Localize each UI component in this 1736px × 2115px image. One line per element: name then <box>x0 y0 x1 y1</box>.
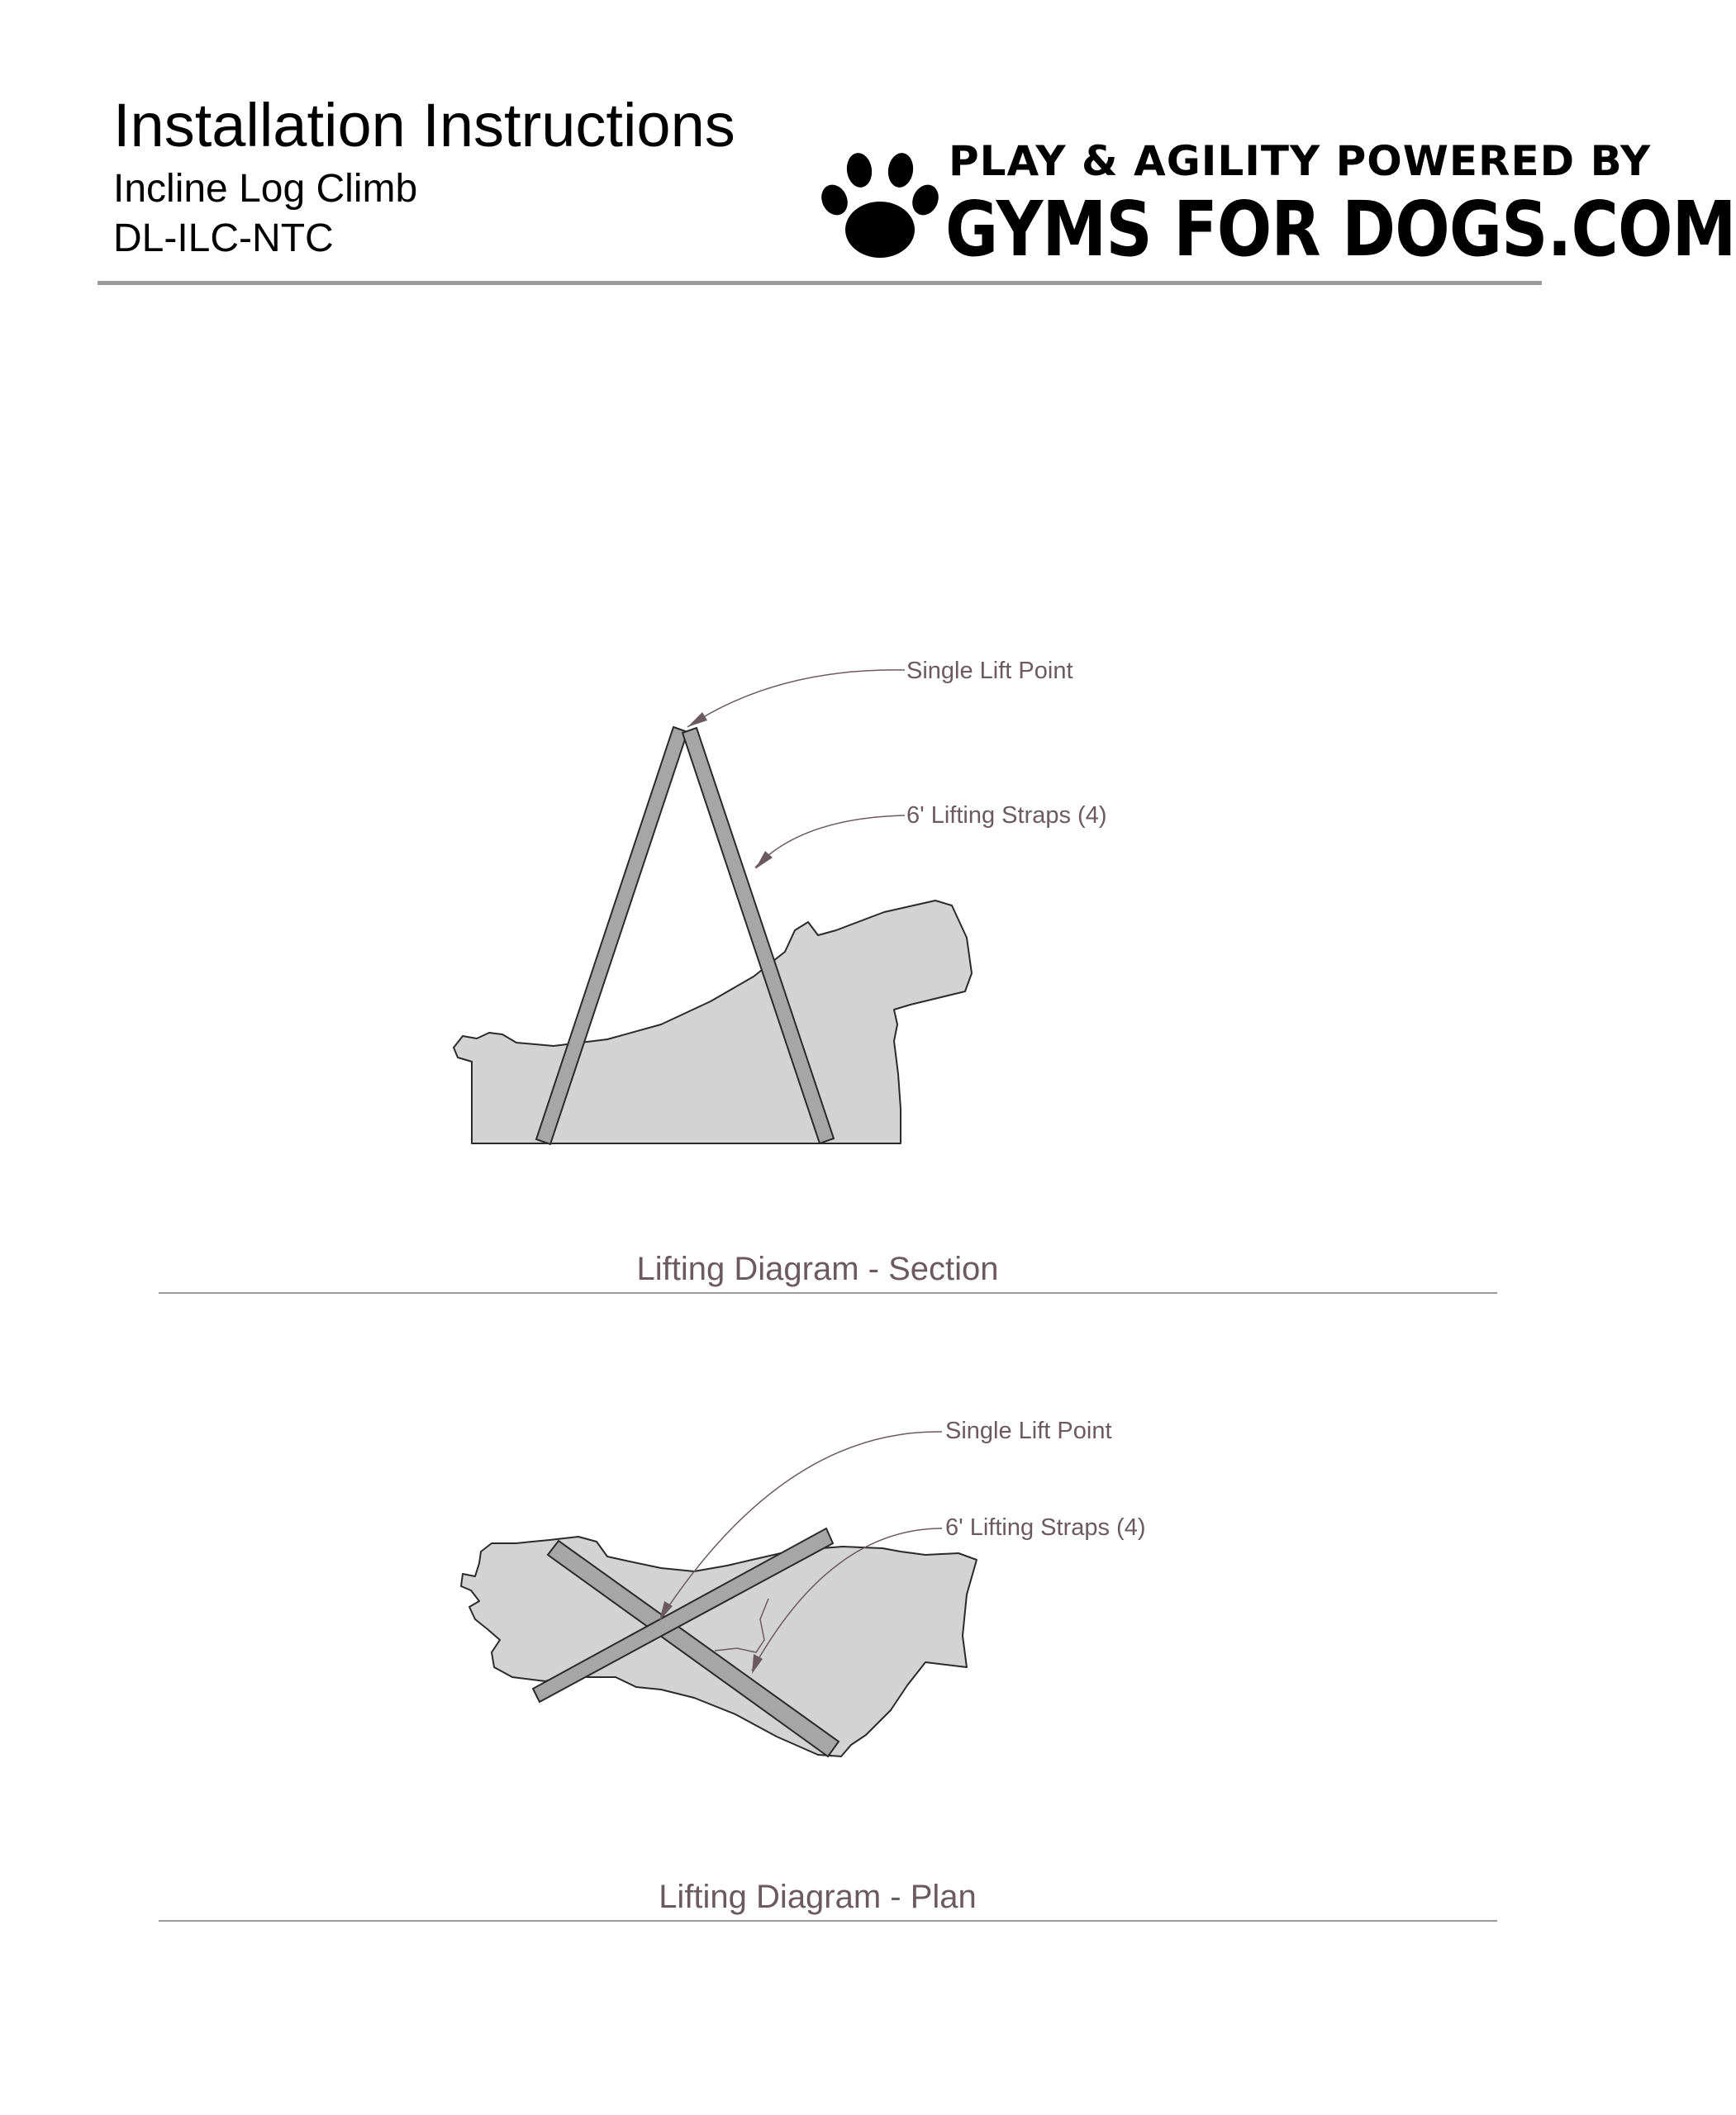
product-name: Incline Log Climb <box>113 167 418 211</box>
lifting-diagram-section <box>0 628 1635 1305</box>
page-title: Installation Instructions <box>113 91 735 159</box>
log-plan-shape <box>461 1537 977 1756</box>
brand-name: GYMS FOR DOGS.COM <box>945 185 1736 273</box>
lifting-diagram-plan <box>0 1396 1635 1933</box>
callout-plan-single-lift-point: Single Lift Point <box>945 1418 1112 1444</box>
log-section-shape <box>454 901 972 1143</box>
leader-lift-point <box>687 670 905 727</box>
caption-divider-plan <box>159 1920 1497 1922</box>
section-drawing <box>0 628 1635 1305</box>
leader-straps <box>755 815 905 867</box>
product-code: DL-ILC-NTC <box>113 216 334 260</box>
plan-drawing <box>0 1396 1635 1933</box>
paw-print-icon <box>818 149 942 264</box>
caption-divider-section <box>159 1292 1497 1294</box>
callout-lifting-straps: 6' Lifting Straps (4) <box>906 802 1107 829</box>
header-divider <box>98 281 1542 285</box>
caption-plan: Lifting Diagram - Plan <box>659 1879 977 1915</box>
caption-section: Lifting Diagram - Section <box>636 1251 999 1287</box>
leader-lift-point-arrow <box>687 712 707 727</box>
brand-tagline: PLAY & AGILITY POWERED BY <box>949 137 1652 185</box>
callout-single-lift-point: Single Lift Point <box>906 658 1073 684</box>
callout-plan-lifting-straps: 6' Lifting Straps (4) <box>945 1514 1146 1541</box>
